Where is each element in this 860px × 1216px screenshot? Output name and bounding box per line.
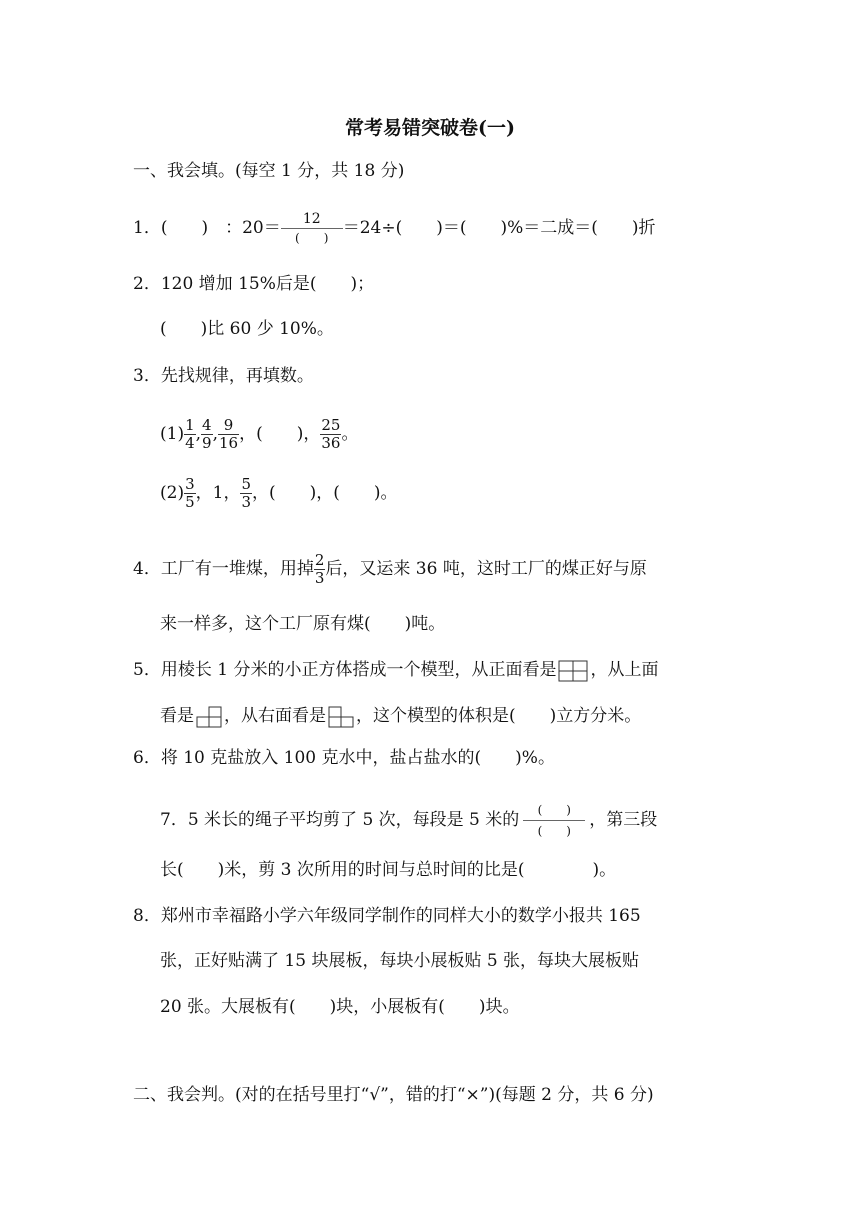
question-number: 3． [133,366,161,386]
fraction [320,417,341,452]
q3-text: 先找规律，再填数。 [160,366,314,386]
q3-part-1 [160,417,358,452]
q4-text-a: 工厂有一堆煤，用掉 [160,559,314,579]
denominator: 9 [202,434,212,452]
question-number: 5． [133,660,161,680]
question-number: 4． [133,559,161,579]
numerator: 2 [314,551,325,569]
top-view-figure [196,706,222,728]
denominator: 36 [321,434,341,452]
q3-part-2 [160,476,398,511]
numerator: 9 [223,416,234,434]
question-number: 8． [133,906,161,926]
front-view-figure [558,660,588,682]
q7-text-a: 7．5 米长的绳子平均剪了 5 次，每段是 5 米的 [160,810,520,830]
q6-text: 将 10 克盐放入 100 克水中，盐占盐水的( )%。 [160,748,555,768]
q1-fraction [281,210,343,247]
q3-part-1-label: (1) [160,424,185,444]
page-title: 常考易错突破卷(一) [345,117,515,139]
q1-fraction-numerator: 12 [302,211,321,227]
q7-fraction-denominator: ( ) [523,820,585,841]
q5-text-c: 看是 [160,706,194,726]
q5-text-a: 用棱长 1 分米的小正方体搭成一个模型，从正面看是 [160,660,557,680]
q7-fraction [523,800,585,841]
denominator: 5 [185,493,195,511]
fraction [201,417,213,452]
question-number: 1． [133,218,161,238]
fraction [184,417,196,452]
fraction [314,552,326,587]
fraction [240,476,252,511]
numerator: 1 [185,416,195,434]
q5-text-e: ，这个模型的体积是( )立方分米。 [356,706,642,726]
question-number: 6． [133,748,161,768]
comma: , [195,424,202,444]
numerator: 4 [202,416,212,434]
right-view-figure [328,706,354,728]
q7-text-b: ，第三段 [589,810,658,830]
denominator: 3 [241,493,252,511]
q1-ratio-text: ( ) ：20＝ [160,218,281,238]
q8-text-1: 郑州市幸福路小学六年级同学制作的同样大小的数学小报共 165 [160,906,641,926]
question-8-line-2: 张，正好贴满了 15 块展板，每块小展板贴 5 张，每块大展板贴 [160,951,640,971]
question-5-line-2 [160,705,641,728]
denominator: 4 [185,434,195,452]
q1-fraction-denominator: ( ) [281,228,343,247]
question-8-line-3: 20 张。大展板有( )块，小展板有( )块。 [160,997,520,1017]
q1-chain-text: ＝24÷( )＝( )%＝二成＝( )折 [342,218,656,238]
question-4-line-2: 来一样多，这个工厂原有煤( )吨。 [160,614,446,634]
numerator: 25 [321,416,341,434]
section1-heading: 一、我会填。(每空 1 分，共 18 分) [133,161,405,181]
numerator: 5 [241,475,252,493]
q3-part-1-blank: ，( )， [239,424,321,444]
section2-heading: 二、我会判。(对的在括号里打“√”，错的打“×”)(每题 2 分，共 6 分) [133,1085,654,1105]
q7-fraction-numerator: ( ) [537,803,571,817]
fraction [184,476,196,511]
question-6 [133,747,555,769]
question-7-line-2: 长( )米，剪 3 次所用的时间与总时间的比是( )。 [160,860,617,880]
q3-part-1-end: 。 [341,424,359,444]
q3-part-2-mid: ，1， [195,483,241,503]
question-8-line-1 [133,905,641,927]
q3-part-2-end: ，( )，( )。 [252,483,398,503]
question-2-line-2: ( )比 60 少 10%。 [160,319,334,339]
fraction [218,417,239,452]
question-1 [133,210,656,247]
denominator: 16 [219,434,239,452]
question-3 [133,365,314,387]
q5-text-b: ，从上面 [590,660,659,680]
comma: , [212,424,218,444]
q2-text-1: 120 增加 15%后是( )； [160,274,375,294]
question-4-line-1 [133,552,647,587]
question-7-line-1 [160,800,657,841]
question-5-line-1 [133,659,658,682]
q4-text-b: 后，又运来 36 吨，这时工厂的煤正好与原 [325,559,647,579]
numerator: 3 [185,475,195,493]
q3-part-2-label: (2) [160,483,185,503]
q5-text-d: ，从右面看是 [224,706,326,726]
denominator: 3 [314,569,325,587]
question-2-line-1 [133,273,374,295]
question-number: 2． [133,274,161,294]
